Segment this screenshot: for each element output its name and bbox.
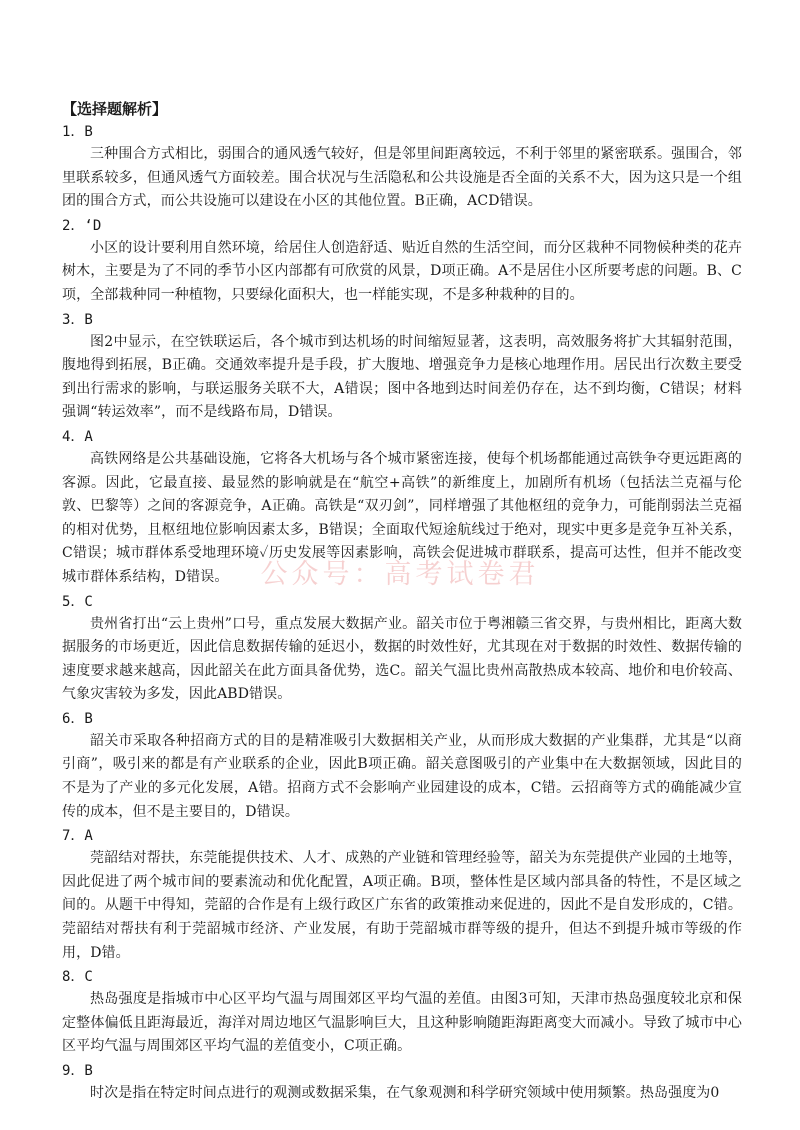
question-number: 9．B	[62, 1063, 93, 1079]
question-explanation: 贵州省打出“云上贵州”口号，重点发展大数据产业。韶关市位于粤湘赣三省交界，与贵州相比，距离大数据服务的市场更近，因此信息数据传输的延迟小，数据的时效性好，尤其现在对于数据的时效性、数据传输的速度要求越来越高，因此韶关在此方面具备优势，选C。韶关气温比贵州高散热成本较高、地价和电价较高、气象灾害较为多发，因此ABD错误。	[62, 615, 742, 703]
question-explanation: 热岛强度是指城市中心区平均气温与周围郊区平均气温的差值。由图3可知，天津市热岛强度较北京和保定整体偏低且距海最近，海洋对周边地区气温影响巨大，且这种影响随距海距离变大而减小。导致了城市中心区平均气温与周围郊区平均气温的差值变小，C项正确。	[62, 991, 742, 1055]
question-item-1	[62, 122, 742, 214]
question-explanation: 小区的设计要利用自然环境，给居住人创造舒适、贴近自然的生活空间，而分区栽种不同物候种类的花卉树木，主要是为了不同的季节小区内部都有可欣赏的风景，D项正确。A不是居住小区所要考虑的问题。B、C项，全部栽种同一种植物，只要绿化面积大，也一样能实现，不是多种栽种的目的。	[62, 239, 742, 303]
question-item-4	[62, 427, 742, 590]
question-explanation: 韶关市采取各种招商方式的目的是精准吸引大数据相关产业，从而形成大数据的产业集群，尤其是“以商引商”，吸引来的都是有产业联系的企业，因此B项正确。韶关意图吸引的产业集中在大数据领域，因此目的不是为了产业的多元化发展，A错。招商方式不会影响产业园建设的成本，C错。云招商等方式的确能减少宣传的成本，但不是主要目的，D错误。	[62, 732, 742, 820]
question-explanation: 高铁网络是公共基础设施，它将各大机场与各个城市紧密连接，使每个机场都能通过高铁争夺更远距离的客源。因此，它最直接、最显然的影响就是在“航空+高铁”的新维度上，加剧所有机场（包括法兰克福与伦敦、巴黎等）之间的客源竞争，A正确。高铁是“双刃剑”，同样增强了其他枢纽的竞争力，可能削弱法兰克福的相对优势，且枢纽地位影响因素太多，B错误；全面取代短途航线过于绝对，现实中更多是竞争互补关系，C错误；城市群体系受地理环境✓历史发展等因素影响，高铁会促进城市群联系，提高可达性，但并不能改变城市群体系结构，D错误。	[62, 450, 742, 585]
question-number: 5．C	[62, 593, 93, 610]
question-number: 8．C	[62, 969, 93, 986]
question-item-6	[62, 709, 742, 824]
question-item-3	[62, 310, 742, 425]
question-item-7	[62, 826, 742, 965]
question-number: 1．B	[62, 124, 93, 140]
question-number: 3．B	[62, 311, 93, 328]
question-explanation: 图2中显示，在空铁联运后，各个城市到达机场的时间缩短显著，这表明，高效服务将扩大其辐射范围，腹地得到拓展，B正确。交通效率提升是手段，扩大腹地、增强竞争力是核心地理作用。居民出行次数主要受到出行需求的影响，与联运服务关联不大，A错误；图中各地到达时间差仍存在，达不到均衡，C错误；材料强调“转运效率”，而不是线路布局，D错误。	[62, 333, 742, 421]
question-number: 2．‘D	[62, 217, 102, 234]
question-number: 4．A	[62, 428, 93, 445]
section-heading: 【选择题解析】	[62, 100, 168, 118]
question-item-2	[62, 216, 742, 308]
answer-analysis-section	[62, 98, 742, 1106]
question-number: 6．B	[62, 710, 93, 727]
question-item-8	[62, 967, 742, 1059]
question-explanation: 三种围合方式相比，弱围合的通风透气较好，但是邻里间距离较远，不利于邻里的紧密联系。强围合，邻里联系较多，但通风透气方面较差。围合状况与生活隐私和公共设施是否全面的关系不大，因为这只是一个组团的围合方式，而公共设施可以建设在小区的其他位置。B正确，ACD错误。	[62, 146, 742, 210]
question-item-5	[62, 592, 742, 707]
question-explanation: 时次是指在特定时间点进行的观测或数据采集，在气象观测和科学研究领域中使用频繁。热岛强度为0	[90, 1085, 720, 1101]
question-explanation: 莞韶结对帮扶，东莞能提供技术、人才、成熟的产业链和管理经验等，韶关为东莞提供产业园的土地等，因此促进了两个城市间的要素流动和优化配置，A项正确。B项，整体性是区域内部具备的特性，不是区域之间的。从题干中得知，莞韶的合作是有上级行政区广东省的政策推动来促进的，因此不是自发形成的，C错。莞韶结对帮扶有利于莞韶城市经济、产业发展，有助于莞韶城市群等级的提升，但达不到提升城市等级的作用，D错。	[62, 850, 742, 961]
watermark-text: 公众号：高考试卷君	[260, 559, 540, 590]
question-item-9	[62, 1061, 742, 1106]
question-number: 7．A	[62, 828, 93, 845]
